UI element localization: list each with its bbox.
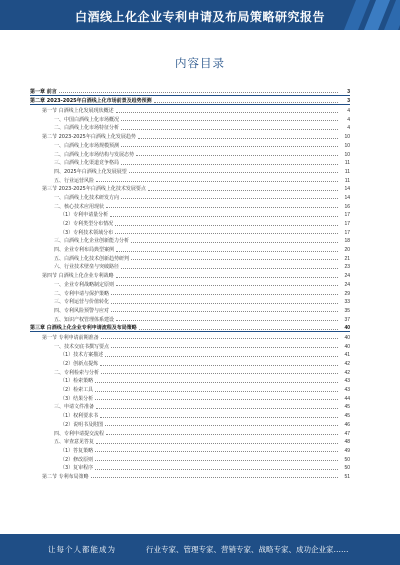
toc-leader-dots [131,259,338,260]
toc-entry-title: 五、审查意见答复 [54,439,95,446]
toc-leader-dots [116,251,338,252]
toc-entry-title: 三、专利运营与价值转化 [54,299,110,306]
toc-entry-page-number: 42 [344,361,350,367]
toc-entry-page-number: 24 [344,281,350,288]
toc-entry-page-number: 10 [344,134,350,141]
toc-entry[interactable] [30,114,350,123]
toc-entry-page-number: 18 [344,238,350,245]
toc-entry-page-number: 21 [344,255,350,262]
toc-entry-title: 二、专利申请与保护策略 [54,290,110,297]
toc-entry-title: （1）技术方案描述 [60,352,104,359]
toc-leader-dots [139,329,338,330]
toc-entry-title: 第二章 2023-2025年白酒线上化市场前景及趋势预测 [30,98,152,105]
toc-entry-title: （2）检索工具 [60,387,94,394]
toc-leader-dots [116,112,338,113]
toc-entry-title: 第三章 白酒线上化企业专利申请流程及布局策略 [30,325,137,332]
toc-entry[interactable] [30,367,350,376]
report-title: 白酒线上化企业专利申请及布局策略研究报告 [74,10,325,24]
toc-entry-page-number: 14 [344,194,350,201]
toc-entry-title: （2）创新点提炼 [60,361,99,367]
toc-entry-page-number: 42 [344,369,350,376]
toc-leader-dots [95,451,338,452]
table-of-contents [30,86,350,480]
toc-entry-title: 第一章 前言 [30,88,57,95]
toc-entry-title: 一、技术交底书撰写要点 [54,343,110,350]
toc-entry[interactable] [30,227,350,236]
toc-entry-title: 三、白酒线上化企业创新能力分析 [54,238,130,245]
toc-entry[interactable] [30,428,350,437]
toc-entry-page-number: 43 [344,387,350,394]
toc-leader-dots [96,408,338,409]
toc-entry-page-number: 48 [344,439,350,446]
toc-entry[interactable] [30,210,350,219]
toc-entry-title: 二、核心技术应用现状 [54,203,105,210]
toc-entry-page-number: 46 [344,421,350,428]
toc-entry[interactable] [30,158,350,167]
toc-entry-page-number: 44 [344,395,350,402]
toc-entry[interactable] [30,279,350,288]
toc-entry[interactable] [30,236,350,245]
toc-entry[interactable] [30,341,350,350]
toc-leader-dots [105,356,338,357]
toc-entry-page-number: 50 [344,465,350,472]
toc-entry[interactable] [30,437,350,446]
toc-entry-page-number: 4 [347,116,350,123]
toc-entry-page-number: 40 [344,343,350,350]
toc-leader-dots [131,242,338,243]
toc-entry[interactable] [30,402,350,411]
toc-leader-dots [116,277,338,278]
toc-entry-page-number: 10 [344,151,350,158]
toc-leader-dots [110,216,338,217]
header-stripe-decoration [336,0,400,30]
toc-entry[interactable] [30,350,350,359]
toc-entry-page-number: 50 [344,456,350,463]
toc-entry-page-number: 24 [344,273,350,280]
toc-entry[interactable] [30,131,350,140]
toc-leader-dots [111,347,338,348]
toc-leader-dots [148,190,338,191]
toc-entry-title: 第二节 2023-2025年白酒线上化发展趋势 [42,134,136,141]
toc-entry-title: 五、知识产权管理体系建设 [54,316,115,323]
toc-leader-dots [96,443,338,444]
toc-entry-title: （3）复审程序 [60,465,94,472]
toc-entry-title: 五、行业运营风险 [54,177,95,184]
toc-entry[interactable] [30,218,350,227]
toc-entry-title: （2）专利类型分布情况 [60,221,114,227]
toc-entry[interactable] [30,454,350,463]
toc-leader-dots [129,172,338,173]
toc-leader-dots [136,155,338,156]
toc-entry-title: 第一节 白酒线上化发展现状概述 [42,108,114,115]
toc-leader-dots [121,129,338,130]
toc-entry[interactable] [30,358,350,367]
toc-leader-dots [95,391,338,392]
toc-leader-dots [115,225,338,226]
toc-entry[interactable] [30,419,350,428]
toc-entry-title: 第四节 白酒线上化企业专利战略 [42,273,114,280]
toc-entry-page-number: 45 [344,413,350,420]
toc-entry-title: 五、白酒线上化技术创新趋势研判 [54,255,130,262]
toc-entry[interactable] [30,175,350,184]
toc-entry-title: 第三节 2023-2025年白酒线上化技术发展要点 [42,186,146,193]
toc-entry[interactable] [30,244,350,253]
toc-leader-dots [121,268,338,269]
toc-leader-dots [96,181,338,182]
toc-entry-page-number: 20 [344,247,350,254]
toc-leader-dots [100,417,338,418]
toc-entry-title: （1）检索策略 [60,378,94,385]
toc-entry-title: （3）结果分析 [60,395,94,402]
toc-leader-dots [105,425,338,426]
toc-entry-title: 一、中国白酒线上化市场概况 [54,116,120,123]
toc-entry-page-number: 47 [344,430,350,437]
toc-leader-dots [95,399,338,400]
toc-entry-page-number: 11 [344,168,350,175]
toc-entry[interactable] [30,288,350,297]
toc-entry[interactable] [30,463,350,472]
toc-entry-page-number: 29 [344,290,350,297]
toc-leader-dots [115,233,338,234]
toc-entry[interactable] [30,201,350,210]
toc-entry-page-number: 43 [344,378,350,385]
toc-leader-dots [101,373,338,374]
toc-leader-dots [95,469,338,470]
toc-entry[interactable] [30,332,350,341]
toc-entry-title: （1）权利要求书 [60,413,99,420]
toc-entry-page-number: 14 [344,186,350,193]
toc-entry[interactable] [30,96,350,106]
toc-entry-title: 三、申请文件准备 [54,404,95,411]
toc-leader-dots [95,382,338,383]
toc-entry-page-number: 40 [344,334,350,341]
toc-entry[interactable] [30,166,350,175]
toc-entry[interactable] [30,105,350,114]
toc-leader-dots [116,320,338,321]
toc-entry-page-number: 37 [344,316,350,323]
toc-entry-title: 二、专利检索与分析 [54,369,100,376]
toc-leader-dots [91,477,338,478]
toc-leader-dots [111,294,338,295]
toc-entry-page-number: 11 [344,160,350,167]
toc-entry-title: （2）说明书及附图 [60,421,104,428]
toc-entry[interactable] [30,149,350,158]
toc-leader-dots [138,138,338,139]
toc-entry[interactable] [30,123,350,132]
toc-entry[interactable] [30,270,350,279]
toc-entry-page-number: 11 [344,177,350,184]
toc-entry-page-number: 17 [344,221,350,227]
toc-leader-dots [121,146,338,147]
toc-entry-page-number: 45 [344,404,350,411]
toc-entry[interactable] [30,393,350,402]
toc-entry-page-number: 49 [344,447,350,454]
toc-leader-dots [116,285,338,286]
toc-entry-page-number: 33 [344,299,350,306]
toc-entry-page-number: 3 [347,88,350,95]
toc-leader-dots [101,338,338,339]
toc-leader-dots [106,434,338,435]
toc-entry[interactable] [30,192,350,201]
toc-entry[interactable] [30,184,350,193]
toc-entry[interactable] [30,471,350,480]
toc-entry-title: 二、白酒线上化市场结构与发展态势 [54,151,135,158]
toc-entry-page-number: 17 [344,229,350,236]
toc-entry[interactable] [30,86,350,96]
toc-entry-page-number: 4 [347,108,350,115]
toc-entry-title: （1）专利申请量分析 [60,212,109,219]
footer-slogan-left: 让每个人都能成为 [48,545,116,554]
toc-entry[interactable] [30,253,350,262]
toc-entry-title: 三、白酒线上化渠道竞争格局 [54,160,120,167]
toc-entry[interactable] [30,376,350,385]
toc-entry[interactable] [30,305,350,314]
toc-entry[interactable] [30,323,350,333]
toc-entry-page-number: 51 [344,473,350,480]
toc-entry-title: 一、白酒线上化市场规模预测 [54,142,120,149]
toc-entry[interactable] [30,445,350,454]
toc-entry-page-number: 35 [344,307,350,314]
toc-leader-dots [95,460,338,461]
toc-leader-dots [106,207,338,208]
toc-entry-page-number: 16 [344,203,350,210]
toc-entry-title: （3）专利技术领域分布 [60,229,114,236]
toc-entry-title: 一、企业专利战略制定原则 [54,281,115,288]
footer-slogan-right: 行业专家、管理专家、营销专家、战略专家、成功企业家…… [146,545,349,554]
toc-leader-dots [111,303,338,304]
toc-entry-title: 第二节 专利布局策略 [42,473,89,480]
toc-entry[interactable] [30,262,350,271]
toc-heading: 内容目录 [175,56,225,70]
toc-entry[interactable] [30,384,350,393]
toc-entry[interactable] [30,410,350,419]
toc-entry-title: 六、行业技术壁垒与突破路径 [54,264,120,271]
toc-leader-dots [59,92,338,93]
toc-entry-page-number: 4 [347,125,350,132]
toc-entry-title: 四、企业专利布局典型案例 [54,247,115,254]
toc-leader-dots [121,198,338,199]
toc-entry-page-number: 23 [344,264,350,271]
toc-entry-page-number: 40 [344,325,350,332]
toc-entry-title: 四、2025年白酒线上化发展展望 [54,168,127,175]
toc-leader-dots [121,120,338,121]
toc-entry[interactable] [30,314,350,323]
toc-entry-title: 四、专利风险预警与应对 [54,307,110,314]
toc-entry-title: （2）修改原则 [60,456,94,463]
header-banner [0,0,400,30]
toc-entry-page-number: 3 [347,98,350,105]
toc-entry-title: 四、专利申请提交流程 [54,430,105,437]
toc-entry[interactable] [30,297,350,306]
toc-entry-title: 一、白酒线上化技术研发方向 [54,194,120,201]
toc-entry[interactable] [30,140,350,149]
toc-entry-page-number: 10 [344,142,350,149]
toc-leader-dots [121,164,338,165]
toc-leader-dots [111,311,338,312]
footer-banner [0,534,400,565]
toc-entry-title: （1）答复策略 [60,447,94,454]
toc-leader-dots [154,102,338,103]
toc-entry-page-number: 41 [344,352,350,359]
toc-entry-title: 第一节 专利申请前期准备 [42,334,99,341]
toc-entry-page-number: 17 [344,212,350,219]
toc-entry-title: 二、白酒线上化市场特征分析 [54,125,120,132]
toc-leader-dots [100,365,338,366]
